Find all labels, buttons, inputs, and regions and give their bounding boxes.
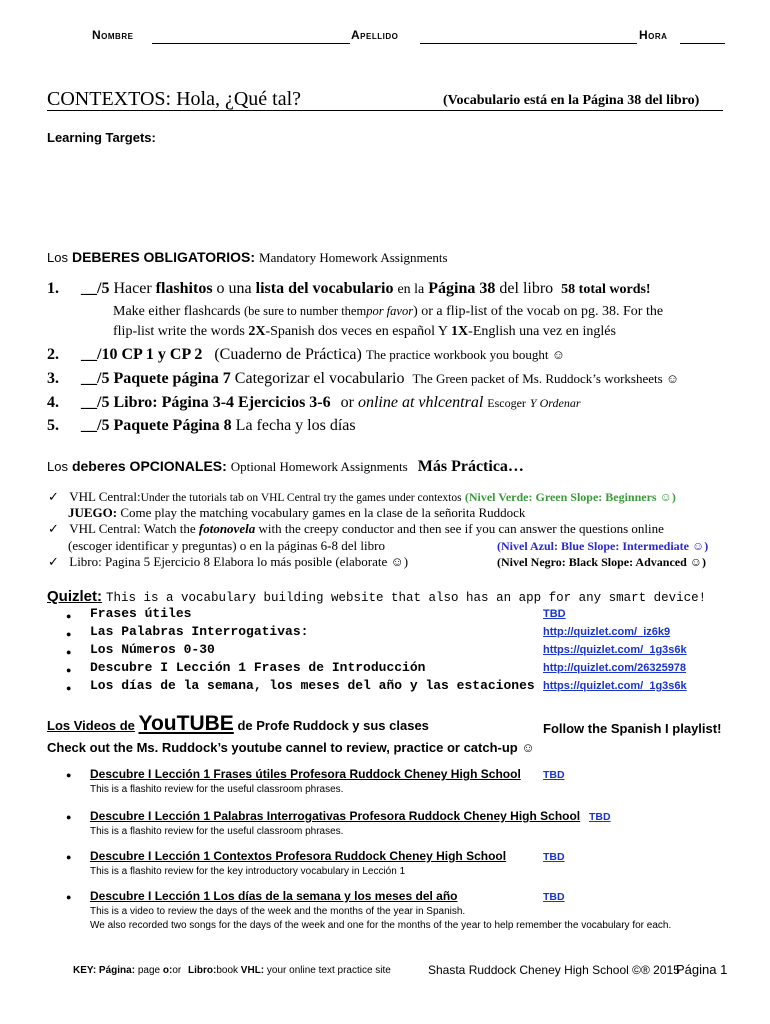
fotonovela-text: fotonovela xyxy=(198,521,256,536)
item-number: 3. xyxy=(47,370,59,387)
quizlet-item-text: Los Números 0-30 xyxy=(90,642,215,657)
item-text-bold: Paquete página 7 xyxy=(113,370,231,387)
item-detail-bold: 1X xyxy=(451,324,469,339)
item-text: (Cuaderno de Práctica) xyxy=(214,346,362,363)
item-text-italic: online at vhlcentral xyxy=(357,394,484,411)
homework-item-1 xyxy=(47,280,651,298)
item-detail: -Spanish dos veces en español Y xyxy=(265,324,448,339)
quizlet-label: Quizlet: xyxy=(47,588,102,605)
item-score[interactable]: __/5 xyxy=(81,370,110,387)
nivel-negro-badge: (Nivel Negro: Black Slope: Advanced ☺) xyxy=(497,555,707,569)
obligatorios-sub: Mandatory Homework Assignments xyxy=(259,250,448,265)
homework-item-5 xyxy=(47,417,356,435)
optional-text: (escoger identificar y preguntas) o en la páginas 6-8 del libro xyxy=(68,538,385,553)
videos-heading xyxy=(47,712,429,736)
key-def: your online text practice site xyxy=(266,965,391,976)
item-number: 4. xyxy=(47,394,59,411)
video-link[interactable]: TBD xyxy=(543,769,565,781)
hora-label: Hora xyxy=(639,28,668,42)
item-1-line-2 xyxy=(113,304,663,320)
bullet-icon: ● xyxy=(66,770,72,780)
video-title[interactable]: Descubre I Lección 1 Palabras Interrogativas Profesora Ruddock Cheney High School xyxy=(90,809,581,823)
key-term: o: xyxy=(162,965,173,976)
key-term: VHL: xyxy=(240,965,265,976)
video-title[interactable]: Descubre I Lección 1 Frases útiles Profesora Ruddock Cheney High School xyxy=(90,767,521,781)
page-number: Página 1 xyxy=(676,962,728,977)
follow-playlist-text: Follow the Spanish I playlist! xyxy=(543,721,722,736)
video-title[interactable]: Descubre I Lección 1 Los días de la semana y los meses del año xyxy=(90,889,458,903)
page-title: CONTEXTOS: Hola, ¿Qué tal? xyxy=(47,88,302,110)
item-text: La fecha y los días xyxy=(235,417,356,434)
quizlet-link[interactable]: http://quizlet.com/_iz6k9 xyxy=(543,626,671,638)
item-text: or xyxy=(340,394,354,411)
item-detail-bold: 2X xyxy=(248,324,266,339)
learning-targets-label: Learning Targets: xyxy=(47,130,156,145)
list-item xyxy=(66,606,726,624)
checkmark-icon: ✓ xyxy=(48,554,59,569)
juego-label: JUEGO: xyxy=(68,505,118,520)
hora-blank-line[interactable] xyxy=(680,43,725,44)
item-score[interactable]: __/5 xyxy=(81,417,110,434)
quizlet-list xyxy=(66,606,726,696)
footer-key xyxy=(73,965,391,976)
item-detail: flip-list write the words xyxy=(113,324,245,339)
list-item xyxy=(66,678,726,696)
video-desc: This is a flashito review for the key introductory vocabulary in Lección 1 xyxy=(90,866,406,877)
quizlet-link[interactable]: https://quizlet.com/_1g3s6k xyxy=(543,644,687,656)
video-desc: This is a flashito review for the useful classroom phrases. xyxy=(90,784,344,795)
obligatorios-heading xyxy=(47,249,448,267)
homework-item-2 xyxy=(47,346,565,364)
video-link[interactable]: TBD xyxy=(543,851,565,863)
item-text-bold: Paquete Página 8 xyxy=(113,417,232,434)
item-detail: -English una vez en inglés xyxy=(468,324,616,339)
item-text-bold: flashitos xyxy=(155,280,213,297)
nivel-verde-badge: (Nivel Verde: Green Slope: Beginners ☺) xyxy=(464,490,676,504)
apellido-label: Apellido xyxy=(351,28,399,42)
item-detail: Make either flashcards xyxy=(113,304,241,319)
item-text-bold: lista del vocabulario xyxy=(255,280,394,297)
opcionales-heading xyxy=(47,458,524,476)
nombre-label: Nombre xyxy=(92,28,134,42)
item-text: en la xyxy=(397,282,425,297)
item-text: Categorizar el vocabulario xyxy=(234,370,405,387)
item-text: del libro xyxy=(499,280,554,297)
video-desc: This is a flashito review for the useful classroom phrases. xyxy=(90,826,344,837)
nivel-azul-badge: (Nivel Azul: Blue Slope: Intermediate ☺) xyxy=(497,539,709,553)
item-note: The Green packet of Ms. Ruddock’s worksheets ☺ xyxy=(412,371,680,386)
quizlet-heading xyxy=(47,588,706,606)
item-number: 5. xyxy=(47,417,59,434)
item-note-italic: Y Ordenar xyxy=(529,396,581,410)
item-score[interactable]: __/5 xyxy=(81,394,110,411)
total-words-note: 58 total words! xyxy=(561,282,651,297)
video-link[interactable]: TBD xyxy=(589,811,611,823)
videos-label: de Profe Ruddock y sus clases xyxy=(237,718,429,733)
youtube-label: YouTUBE xyxy=(138,712,234,735)
check-out-text: Check out the Ms. Ruddock’s youtube cannel to review, practice or catch-up ☺ xyxy=(47,740,535,755)
video-title[interactable]: Descubre I Lección 1 Contextos Profesora Ruddock Cheney High School xyxy=(90,849,507,863)
quizlet-link[interactable]: http://quizlet.com/26325978 xyxy=(543,662,687,674)
item-text: Hacer xyxy=(113,280,152,297)
optional-text: VHL Central: Watch the xyxy=(69,521,196,536)
apellido-blank-line[interactable] xyxy=(420,43,637,44)
bullet-icon: ● xyxy=(66,611,72,621)
item-detail: (be sure to number them xyxy=(244,304,367,318)
video-link[interactable]: TBD xyxy=(543,891,565,903)
checkmark-icon: ✓ xyxy=(48,489,59,504)
list-item xyxy=(66,624,726,642)
quizlet-item-text: Los días de la semana, los meses del año y las estaciones xyxy=(90,678,535,693)
los-word: Los xyxy=(47,250,68,265)
optional-vhl-2 xyxy=(48,521,664,537)
item-note: Escoger xyxy=(487,396,526,410)
bullet-icon: ● xyxy=(66,665,72,675)
item-text-bold: CP 1 y CP 2 xyxy=(121,346,203,363)
bullet-icon: ● xyxy=(66,629,72,639)
obligatorios-title: DEBERES OBLIGATORIOS: xyxy=(71,249,256,265)
quizlet-desc: This is a vocabulary building website that also has an app for any smart device! xyxy=(106,591,707,605)
optional-juego xyxy=(68,505,525,521)
quizlet-item-text: Descubre I Lección 1 Frases de Introducción xyxy=(90,660,426,675)
list-item xyxy=(66,642,726,660)
video-desc: This is a video to review the days of the week and the months of the year in Spanish. xyxy=(90,906,466,917)
key-def: or xyxy=(172,965,182,976)
item-number: 1. xyxy=(47,280,59,297)
list-item xyxy=(66,660,726,678)
video-desc: We also recorded two songs for the days of the week and one for the months of the year to help remember the vocabulary for each. xyxy=(90,920,672,931)
item-note: The practice workbook you bought ☺ xyxy=(365,347,566,362)
key-term: KEY: Página: xyxy=(73,965,136,976)
optional-vhl-2-cont xyxy=(68,538,385,554)
item-detail-italic: por favor xyxy=(366,304,414,318)
los-word: Los xyxy=(47,459,68,474)
bullet-icon: ● xyxy=(66,812,72,822)
key-def: page xyxy=(137,965,161,976)
optional-text: VHL Central: xyxy=(69,489,141,504)
key-def: book xyxy=(216,965,239,976)
mas-practica: Más Práctica… xyxy=(417,458,524,475)
opcionales-sub: Optional Homework Assignments xyxy=(230,459,408,474)
bullet-icon: ● xyxy=(66,647,72,657)
homework-item-3 xyxy=(47,370,679,388)
title-underline xyxy=(47,110,723,111)
opcionales-title: deberes OPCIONALES: xyxy=(71,458,227,474)
footer-credit: Shasta Ruddock Cheney High School ©® 2015 xyxy=(428,963,680,977)
quizlet-item-text: Las Palabras Interrogativas: xyxy=(90,624,309,639)
homework-item-4 xyxy=(47,394,580,412)
quizlet-link[interactable]: TBD xyxy=(543,608,566,620)
bullet-icon: ● xyxy=(66,852,72,862)
item-text: o una xyxy=(216,280,252,297)
optional-text: Libro: Pagina 5 Ejercicio 8 Elabora lo más posible (elaborate ☺) xyxy=(69,554,409,569)
item-number: 2. xyxy=(47,346,59,363)
item-1-line-3 xyxy=(113,324,616,340)
bullet-icon: ● xyxy=(66,892,72,902)
videos-label: Los Videos de xyxy=(47,718,135,733)
item-score[interactable]: __/10 xyxy=(81,346,118,363)
quizlet-item-text: Frases útiles xyxy=(90,606,192,621)
checkmark-icon: ✓ xyxy=(48,521,59,536)
optional-text: Come play the matching vocabulary games en la clase de la señorita Ruddock xyxy=(120,505,526,520)
item-text-bold: Libro: Página 3-4 Ejercicios 3-6 xyxy=(113,394,331,411)
optional-text: with the creepy conductor and then see if you can answer the questions online xyxy=(258,521,664,536)
key-term: Libro: xyxy=(188,965,217,976)
optional-vhl-1 xyxy=(48,489,676,505)
item-score[interactable]: __/5 xyxy=(81,280,110,297)
item-detail: ) or a flip-list of the vocab on pg. 38. For the xyxy=(413,304,664,319)
bullet-icon: ● xyxy=(66,683,72,693)
nombre-blank-line[interactable] xyxy=(152,43,350,44)
optional-text: Under the tutorials tab on VHL Central try the games under contextos xyxy=(140,492,462,504)
title-note: (Vocabulario está en la Página 38 del libro) xyxy=(443,93,700,108)
item-text-bold: Página 38 xyxy=(428,280,496,297)
optional-libro xyxy=(48,554,408,570)
quizlet-link[interactable]: https://quizlet.com/_1g3s6k xyxy=(543,680,687,692)
